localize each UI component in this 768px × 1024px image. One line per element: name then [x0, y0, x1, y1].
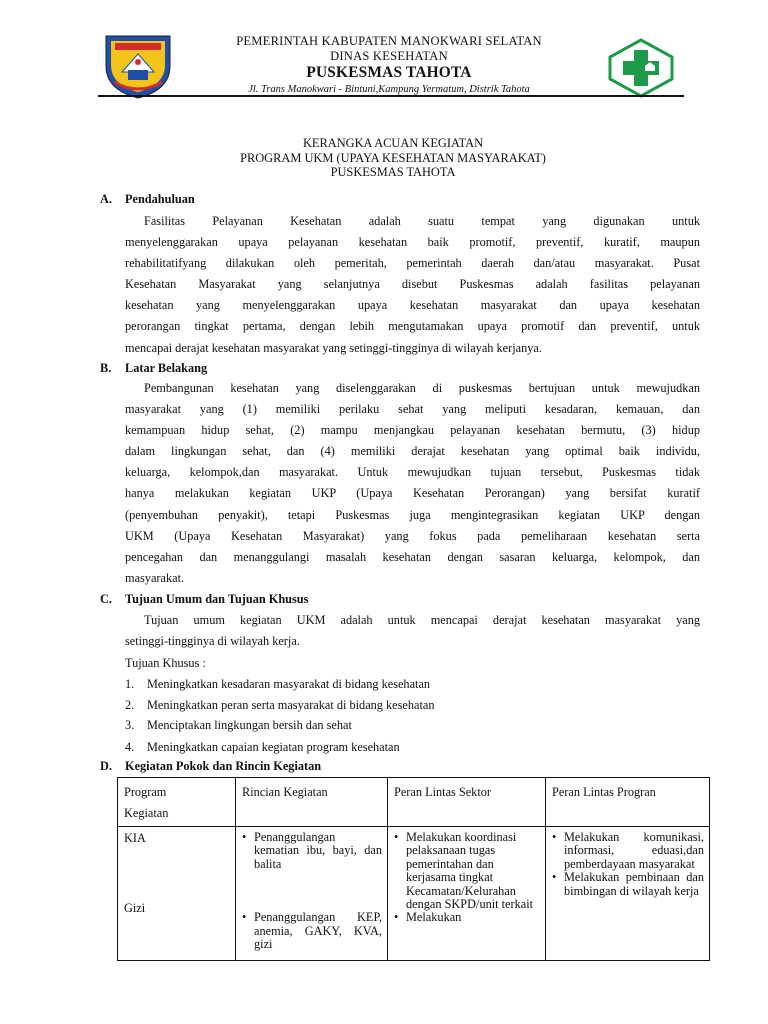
department-name: DINAS KESEHATAN [330, 49, 448, 63]
bullet-icon: • [552, 830, 557, 844]
regency-emblem-icon [102, 32, 174, 100]
letterhead-text [180, 34, 598, 97]
list-text: Meningkatkan kesadaran masyarakat di bidang kesehatan [147, 677, 431, 691]
list-text: Menciptakan lingkungan bersih dan sehat [147, 718, 352, 732]
bullet-item [394, 831, 540, 911]
title-line-1: KERANGKA ACUAN KEGIATAN [302, 136, 484, 150]
table-cell [546, 827, 710, 961]
bullet-item [242, 911, 382, 951]
table-header-row [118, 778, 710, 827]
header-line: Program [124, 785, 167, 799]
paragraph-line: setinggi-tingginya di wilayah kerja. [125, 634, 300, 649]
section-a-heading [100, 192, 195, 207]
paragraph-line: masyarakat yang (1) memiliki perilaku sehat yang meliputi kesadaran, kemauan, dan [125, 402, 700, 417]
tujuan-khusus-label: Tujuan Khusus : [125, 656, 206, 670]
table-header-cell: Rincian Kegiatan [236, 778, 388, 827]
letterhead-divider [98, 95, 684, 97]
program-kia: KIA [124, 831, 146, 845]
paragraph-line: Fasilitas Pelayanan Kesehatan adalah suatu tempat yang digunakan untuk [144, 214, 700, 228]
section-letter: D. [100, 759, 112, 773]
section-title: Latar Belakang [125, 361, 208, 375]
document-title [100, 136, 686, 180]
table-cell [236, 827, 388, 961]
table-header-cell: Peran Lintas Progran [546, 778, 710, 827]
section-letter: A. [100, 192, 112, 206]
paragraph-line: menyelenggarakan upaya pelayanan kesehatan baik promotif, preventif, kuratif, maupun [125, 235, 700, 250]
bullet-text: Melakukan komunikasi, informasi, eduasi,dan pemberdayaan masyarakat [564, 830, 704, 871]
bullet-text: Melakukan [406, 910, 462, 925]
letterhead [100, 28, 684, 98]
bullet-text: Melakukan koordinasi pelaksanaan tugas pemerintahan dan kerjasama tingkat Kecamatan/Kelurahan dengan SKPD/unit terkait [406, 830, 534, 912]
header-line: Kegiatan [124, 806, 169, 820]
table-row [118, 827, 710, 961]
paragraph-line: (penyembuhan penyakit), tetapi Puskesmas juga mengintegrasikan kegiatan UKP dengan [125, 507, 700, 522]
government-name: PEMERINTAH KABUPATEN MANOKWARI SELATAN [236, 34, 542, 48]
section-title: Kegiatan Pokok dan Rincin Kegiatan [125, 759, 322, 773]
section-c-heading [100, 592, 308, 607]
table-header-cell [118, 778, 236, 827]
list-number: 1. [125, 677, 135, 691]
kegiatan-table [117, 777, 710, 961]
list-item [125, 677, 700, 692]
title-line-2: PROGRAM UKM (UPAYA KESEHATAN MASYARAKAT) [240, 150, 546, 165]
paragraph-line: mencapai derajat kesehatan masyarakat yang setinggi-tingginya di wilayah kerjanya. [125, 340, 542, 355]
bullet-text: Penanggulangan KEP, anemia, GAKY, KVA, gizi [254, 910, 382, 952]
bullet-item [242, 831, 382, 871]
section-b-heading [100, 361, 207, 376]
bullet-text: Melakukan pembinaan dan bimbingan di wilayah kerja [564, 870, 704, 898]
list-number: 3. [125, 718, 135, 732]
list-item [125, 718, 700, 733]
table-cell [388, 827, 546, 961]
paragraph-line: Kesehatan Masyarakat yang selanjutnya disebut Puskesmas adalah fasilitas pelayanan [125, 277, 700, 292]
puskesmas-cross-icon [608, 38, 674, 98]
bullet-icon: • [242, 910, 247, 925]
section-c-paragraph [125, 610, 700, 652]
paragraph-line: Tujuan umum kegiatan UKM adalah untuk mencapai derajat kesehatan masyarakat yang [144, 613, 700, 627]
title-line-3: PUSKESMAS TAHOTA [330, 165, 456, 179]
section-letter: B. [100, 361, 112, 375]
bullet-item [552, 831, 704, 871]
section-b-paragraph [125, 378, 700, 589]
list-number: 2. [125, 698, 135, 712]
bullet-icon: • [394, 910, 399, 925]
bullet-icon: • [552, 870, 557, 885]
table-cell [118, 827, 236, 961]
program-gizi: Gizi [124, 901, 146, 915]
list-item [125, 740, 700, 755]
table-header-cell: Peran Lintas Sektor [388, 778, 546, 827]
list-text: Meningkatkan capaian kegiatan program kesehatan [147, 740, 400, 754]
paragraph-line: rehabilitatifyang dilakukan oleh pemeritah, pemerintah daerah dan/atau masyarakat. Pusat [125, 256, 700, 271]
section-a-paragraph [125, 211, 700, 359]
paragraph-line: dalam lingkungan sehat, dan (4) memiliki derajat kesehatan yang optimal baik individu, [125, 444, 700, 459]
section-d-heading [100, 759, 321, 774]
paragraph-line: kesehatan yang menyelenggarakan upaya kesehatan masyarakat dan upaya kesehatan [125, 298, 700, 313]
list-number: 4. [125, 740, 135, 754]
paragraph-line: keluarga, kelompok,dan masyarakat. Untuk mewujudkan tujuan tersebut, Puskesmas tidak [125, 465, 700, 480]
paragraph-line: hanya melakukan kegiatan UKP (Upaya Kesehatan Perorangan) yang bersifat kuratif [125, 486, 700, 501]
paragraph-line: UKM (Upaya Kesehatan Masyarakat) yang fokus pada pemeliharaan kesehatan serta [125, 528, 700, 543]
bullet-item [552, 871, 704, 898]
list-item [125, 698, 700, 713]
section-letter: C. [100, 592, 112, 606]
bullet-item [394, 911, 540, 924]
organization-name: PUSKESMAS TAHOTA [306, 64, 472, 81]
paragraph-line: Pembangunan kesehatan yang diselenggarakan di puskesmas bertujuan untuk mewujudkan [144, 381, 700, 395]
bullet-text: Penanggulangan kematian ibu, bayi, dan balita [254, 830, 382, 871]
bullet-icon: • [242, 830, 247, 844]
section-title: Pendahuluan [125, 192, 195, 206]
paragraph-line: pencegahan dan menanggulangi masalah kesehatan dengan sasaran keluarga, kelompok, dan [125, 549, 700, 564]
list-text: Meningkatkan peran serta masyarakat di bidang kesehatan [147, 698, 435, 712]
bullet-icon: • [394, 830, 399, 844]
paragraph-line: kemampuan hidup sehat, (2) mampu menjangkau pelayanan kesehatan bermutu, (3) hidup [125, 423, 700, 438]
organization-address: Jl. Trans Manokwari - Bintuni,Kampung Yermatum, Distrik Tahota [248, 84, 530, 95]
paragraph-line: perorangan tingkat pertama, dengan lebih mengutamakan upaya promotif dan preventif, untuk [125, 319, 700, 334]
section-title: Tujuan Umum dan Tujuan Khusus [125, 592, 309, 606]
paragraph-line: masyarakat. [125, 570, 185, 585]
